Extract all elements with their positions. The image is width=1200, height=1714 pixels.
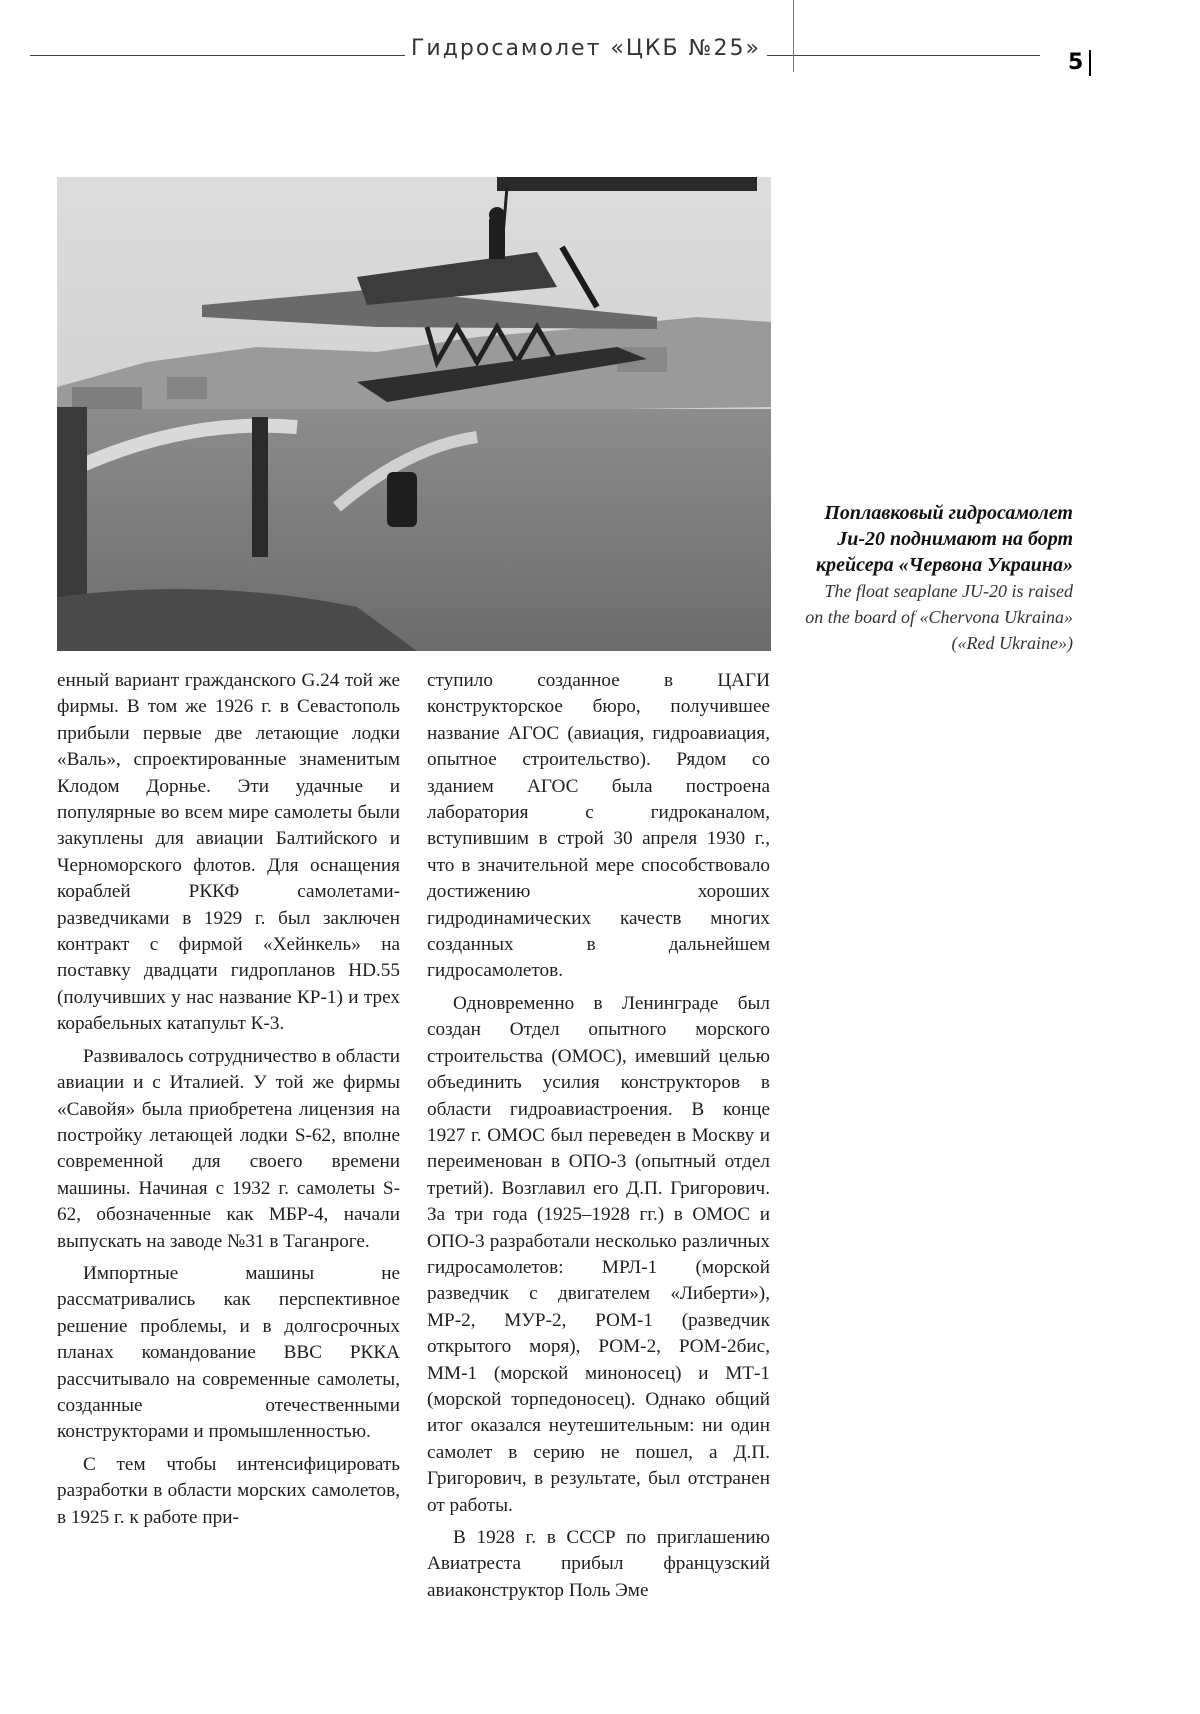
caption-en-line: («Red Ukraine») — [951, 633, 1073, 653]
caption-ru-line: крейсера «Червона Украина» — [815, 554, 1073, 576]
page-number-bar — [1089, 50, 1091, 76]
paragraph: енный вариант гражданского G.24 той же фирмы. В том же 1926 г. в Севастополь прибыли первые две летающие лодки «Валь», спроектированные знаменитым Клодом Дорнье. Эти удачные и популярные во всем мире самолеты были закуплены для авиации Балтийского и Черноморского флотов. Для оснащения кораблей РККФ самолетами-разведчиками в 1929 г. был заключен контракт с фирмой «Хейнкель» на поставку двадцати гидропланов HD.55 (получивших у нас название КР-1) и трех корабельных катапульт К-3. — [57, 670, 400, 1035]
caption-russian — [793, 500, 1073, 578]
page-number: 5 — [1068, 50, 1084, 75]
text-column-right — [427, 668, 770, 1604]
paragraph: Развивалось сотрудничество в области авиации и с Италией. У той же фирмы «Савойя» была приобретена лицензия на постройку летающей лодки S-62, вполне современной для своего времени машины. Начиная с 1932 г. самолеты S-62, обозначенные как МБР-4, начали выпускать на заводе №31 в Таганроге. — [57, 1045, 400, 1252]
paragraph: В 1928 г. в СССР по приглашению Авиатреста прибыл французский авиаконструктор Поль Эме — [427, 1527, 770, 1601]
caption-en-line: on the board of «Chervona Ukraina» — [805, 607, 1073, 627]
header-divider — [793, 0, 794, 72]
caption-english — [793, 578, 1073, 656]
caption-ru-line: Ju-20 поднимают на борт — [837, 528, 1073, 550]
paragraph: ступило созданное в ЦАГИ конструкторское бюро, получившее название АГОС (авиация, гидроавиация, опытное строительство). Рядом со зданием АГОС была построена лаборатория с гидроканалом, вступившим в строй 30 апреля 1930 г., что в значительной мере способствовало достижению хороших гидродинамических качеств многих созданных в дальнейшем гидросамолетов. — [427, 670, 770, 982]
photo-caption — [793, 500, 1073, 656]
caption-ru-line: Поплавковый гидросамолет — [824, 502, 1073, 524]
text-column-left — [57, 668, 400, 1531]
caption-en-line: The float seaplane JU-20 is raised — [824, 581, 1073, 601]
paragraph: Одновременно в Ленинграде был создан Отдел опытного морского строительства (ОМОС), имевший целью объединить усилия конструкторов в области гидроавиастроения. В конце 1927 г. ОМОС был переведен в Москву и переименован в ОПО-3 (опытный отдел третий). Возглавил его Д.П. Григорович. За три года (1925–1928 гг.) в ОМОС и ОПО-3 разработали несколько различных гидросамолетов: МРЛ-1 (морской разведчик с двигателем «Либерти»), МР-2, МУР-2, РОМ-1 (разведчик открытого моря), РОМ-2, РОМ-2бис, ММ-1 (морской миноносец) и МТ-1 (морской торпедоносец). Однако общий итог оказался неутешительным: ни один самолет в серию не пошел, а Д.П. Григорович, в результате, был отстранен от работы. — [427, 992, 770, 1516]
paragraph: С тем чтобы интенсифицировать разработки в области морских самолетов, в 1925 г. к работе при- — [57, 1453, 400, 1528]
running-header-title: Гидросамолет «ЦКБ №25» — [405, 36, 767, 61]
seaplane-photo — [57, 177, 771, 651]
paragraph: Импортные машины не рассматривались как перспективное решение проблемы, и в долгосрочных планах командование ВВС РККА рассчитывало на современные самолеты, созданные отечественными конструкторами и промышленностью. — [57, 1262, 400, 1443]
